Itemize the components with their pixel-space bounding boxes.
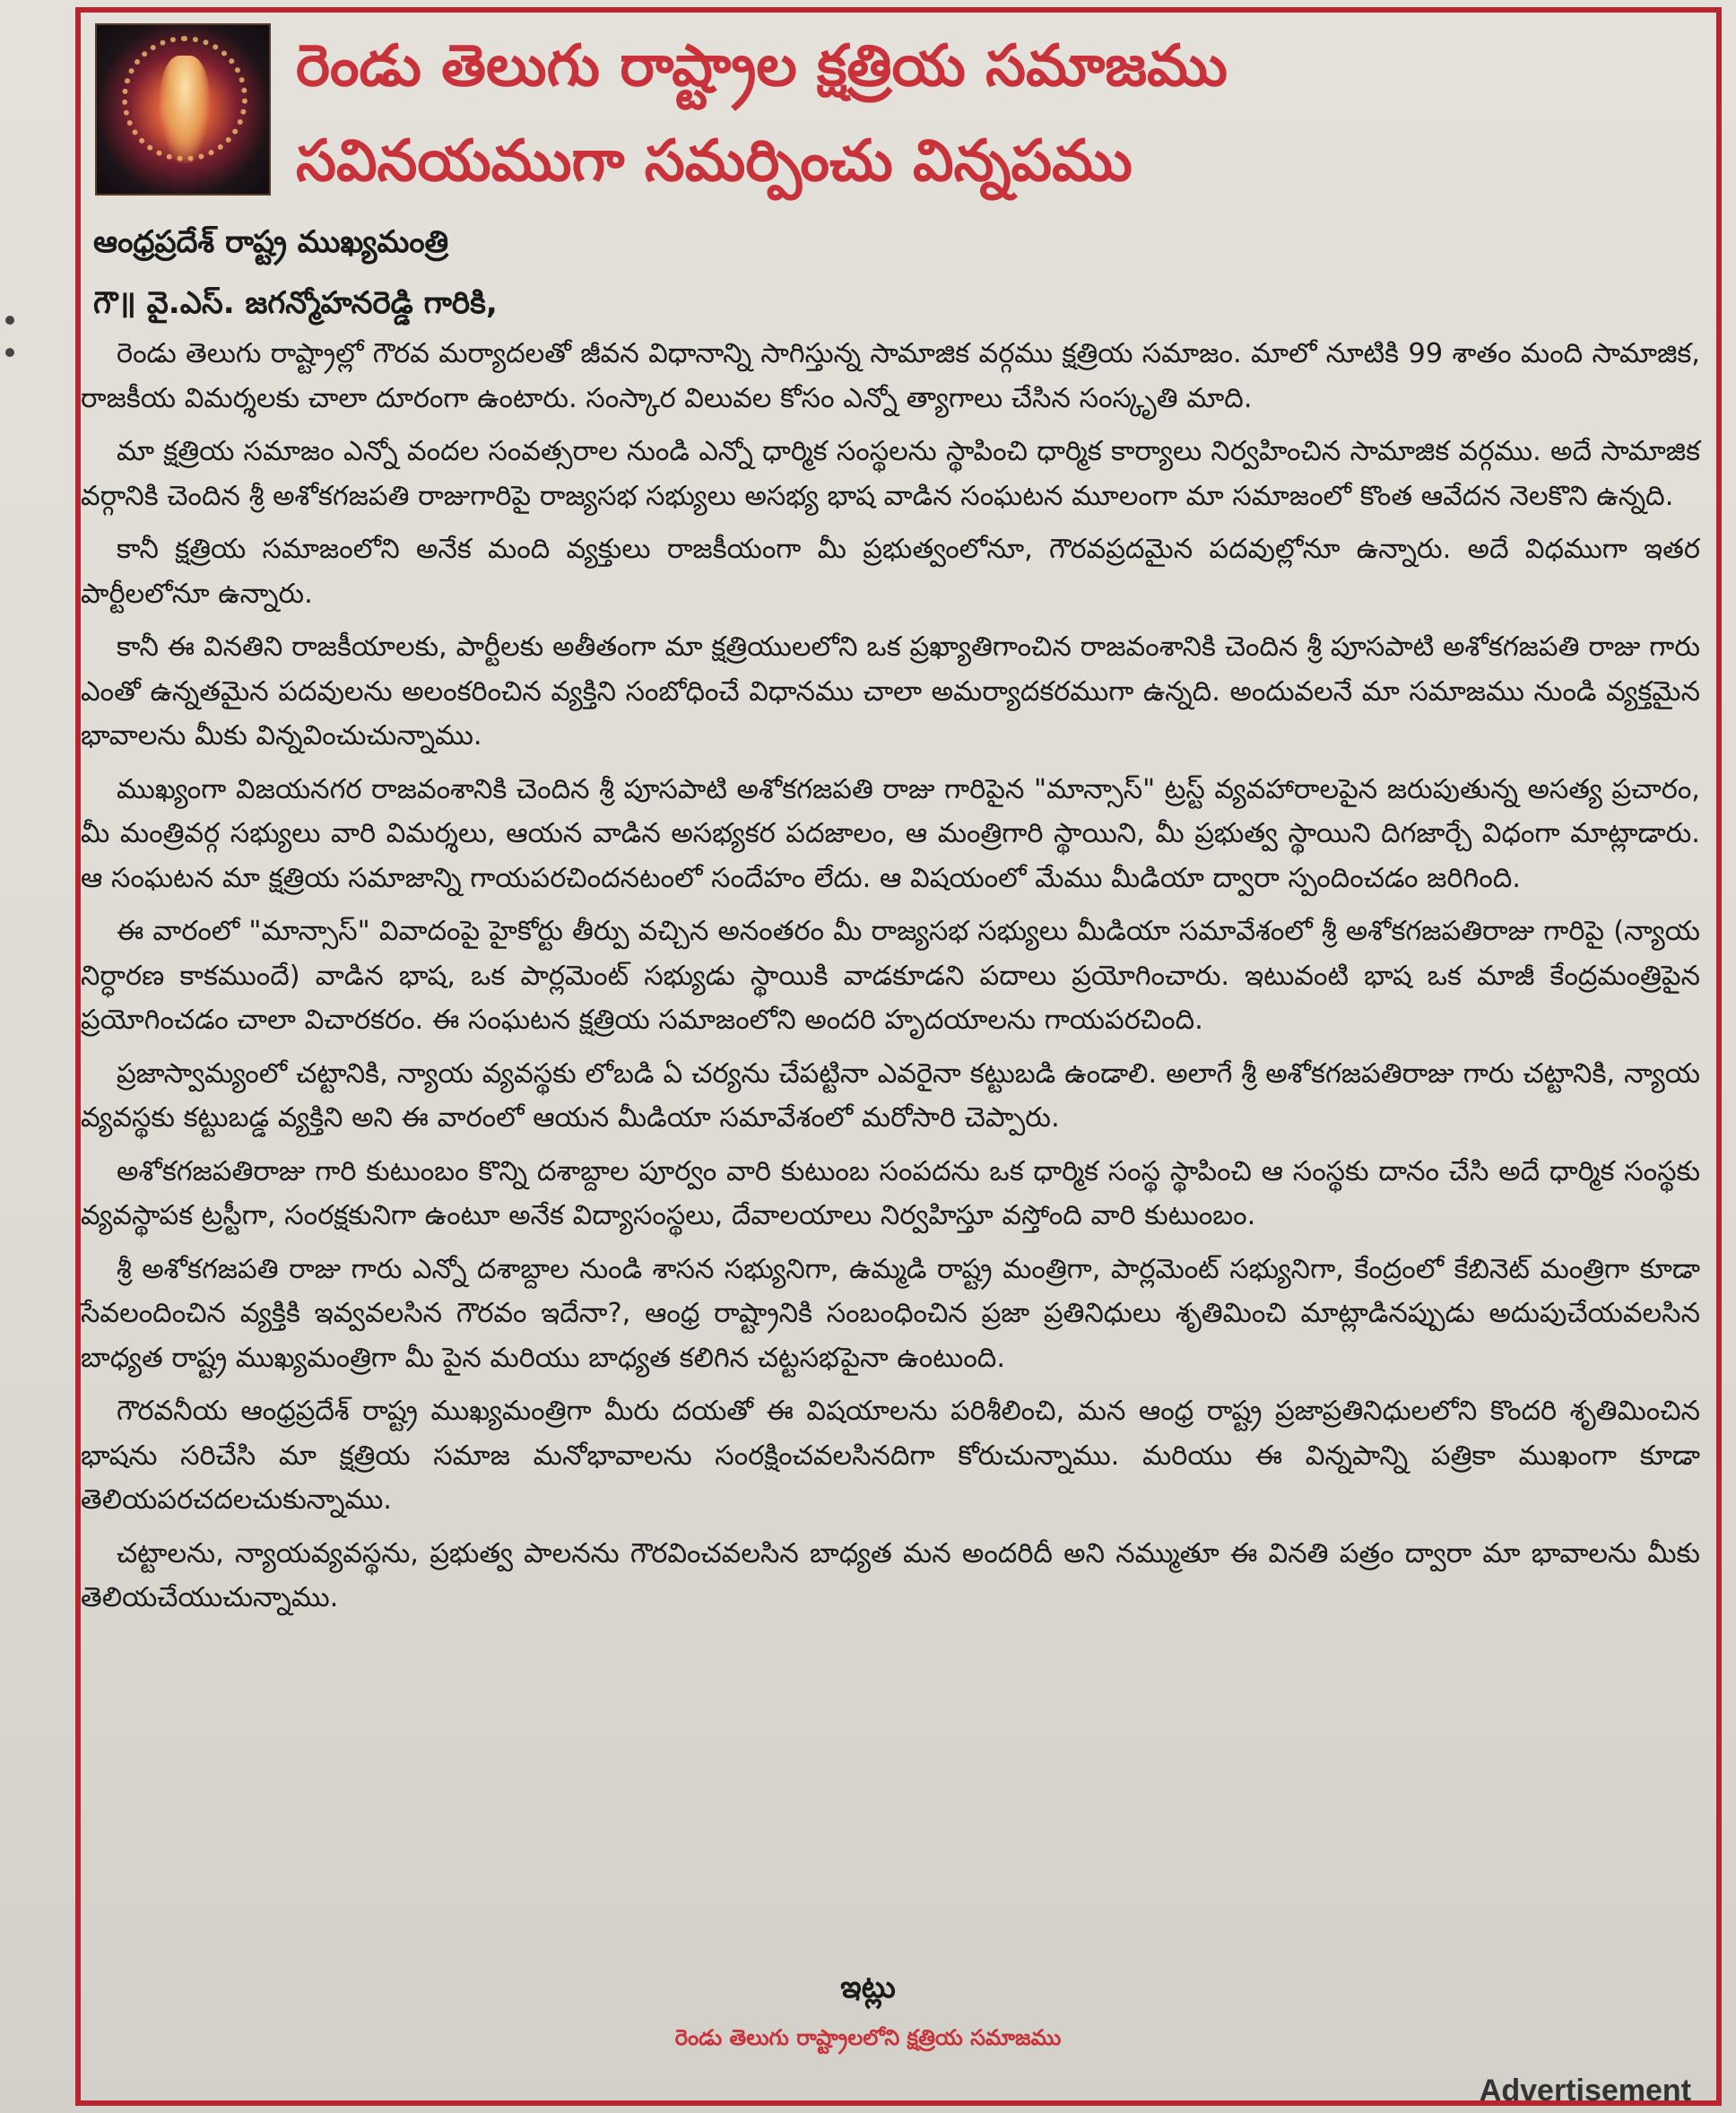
paragraph: ప్రజాస్వామ్యంలో చట్టానికి, న్యాయ వ్యవస్థకు లోబడి ఏ చర్యను చేపట్టినా ఎవరైనా కట్టుబడి ఉండాలి. అలాగే శ్రీ అశోకగజపతిరాజు గారు చట్టానికి, న్యాయ వ్యవస్థకు కట్టుబడ్డ వ్యక్తిని అని ఈ వారంలో ఆయన మీడియా సమావేశంలో మరోసారి చెప్పారు. [81, 1057, 1700, 1134]
headline-line-2: సవినయముగా సమర్పించు విన్నపము [296, 128, 1133, 195]
headline-line-1: రెండు తెలుగు రాష్ట్రాల క్షత్రియ సమాజము [296, 33, 1228, 100]
advertisement-label: Advertisement [1479, 2074, 1691, 2108]
recipient-name: గౌ॥ వై.ఎస్. జగన్మోహనరెడ్డి గారికి, [93, 285, 498, 321]
paragraph: ముఖ్యంగా విజయనగర రాజవంశానికి చెందిన శ్రీ పూసపాటి అశోకగజపతి రాజు గారిపైన "మాన్సాస్" ట్రస్ట్ వ్యవహారాలపైన జరుపుతున్న అసత్య ప్రచారం, మీ మంత్రివర్గ సభ్యులు వారి విమర్శలు, ఆయన వాడిన అసభ్యకర పదజాలం, ఆ మంత్రిగారి స్థాయిని, మీ ప్రభుత్వ స్థాయిని దిగజార్చే విధంగా మాట్లాడారు. ఆ సంఘటన మా క్షత్రియ సమాజాన్ని గాయపరచిందనటంలో సందేహం లేదు. ఆ విషయంలో మేము మీడియా ద్వారా స్పందించడం జరిగింది. [81, 773, 1700, 894]
paragraph: శ్రీ అశోకగజపతి రాజు గారు ఎన్నో దశాబ్దాల నుండి శాసన సభ్యునిగా, ఉమ్మడి రాష్ట్ర మంత్రిగా, పార్లమెంట్ సభ్యునిగా, కేంద్రంలో కేబినెట్ మంత్రిగా కూడా సేవలందించిన వ్యక్తికి ఇవ్వవలసిన గౌరవం ఇదేనా?, ఆంధ్ర రాష్ట్రానికి సంబంధించిన ప్రజా ప్రతినిధులు శృతిమించి మాట్లాడినప్పుడు అదుపుచేయవలసిన బాధ్యత రాష్ట్ర ముఖ్యమంత్రిగా మీ పైన మరియు బాధ్యత కలిగిన చట్టసభపైనా ఉంటుంది. [81, 1253, 1700, 1374]
paragraph: కానీ ఈ వినతిని రాజకీయాలకు, పార్టీలకు అతీతంగా మా క్షత్రియులలోని ఒక ప్రఖ్యాతిగాంచిన రాజవంశానికి చెందిన శ్రీ పూసపాటి అశోకగజపతి రాజు గారు ఎంతో ఉన్నతమైన పదవులను అలంకరించిన వ్యక్తిని సంబోధించే విధానము చాలా అమర్యాదకరముగా ఉన్నది. అందువలనే మా సమాజము నుండి వ్యక్తమైన భావాలను మీకు విన్నవించుచున్నాము. [81, 631, 1700, 752]
signature: రెండు తెలుగు రాష్ట్రాలలోని క్షత్రియ సమాజము [674, 2025, 1062, 2050]
paragraph: గౌరవనీయ ఆంధ్రప్రదేశ్ రాష్ట్ర ముఖ్యమంత్రిగా మీరు దయతో ఈ విషయాలను పరిశీలించి, మన ఆంధ్ర రాష్ట్ర ప్రజాప్రతినిధులలోని కొందరి శృతిమించిన భాషను సరిచేసి మా క్షత్రియ సమాజ మనోభావాలను సంరక్షించవలసినదిగా కోరుచున్నాము. మరియు ఈ విన్నపాన్ని పత్రికా ముఖంగా కూడా తెలియపరచదలచుకున్నాము. [81, 1396, 1700, 1516]
paragraph: చట్టాలను, న్యాయవ్యవస్థను, ప్రభుత్వ పాలనను గౌరవించవలసిన బాధ్యత మన అందరిదీ అని నమ్ముతూ ఈ వినతి పత్రం ద్వారా మా భావాలను మీకు తెలియచేయుచున్నాము. [81, 1537, 1700, 1613]
paragraph: కానీ క్షత్రియ సమాజంలోని అనేక మంది వ్యక్తులు రాజకీయంగా మీ ప్రభుత్వంలోనూ, గౌరవప్రదమైన పదవుల్లోనూ ఉన్నారు. అదే విధముగా ఇతర పార్టీలలోనూ ఉన్నారు. [81, 534, 1700, 610]
letter-body [81, 332, 1700, 1630]
paragraph: అశోకగజపతిరాజు గారి కుటుంబం కొన్ని దశాబ్దాల పూర్వం వారి కుటుంబ సంపదను ఒక ధార్మిక సంస్థ స్థాపించి ఆ సంస్థకు దానం చేసి అదే ధార్మిక సంస్థకు వ్యవస్థాపక ట్రస్టీగా, సంరక్షకునిగా ఉంటూ అనేక విద్యాసంస్థలు, దేవాలయాలు నిర్వహిస్తూ వస్తోంది వారి కుటుంబం. [81, 1155, 1700, 1231]
margin-mark [5, 348, 14, 357]
recipient-designation: ఆంధ్రప్రదేశ్ రాష్ట్ర ముఖ్యమంత్రి [93, 224, 449, 260]
paragraph: ఈ వారంలో "మాన్సాస్" వివాదంపై హైకోర్టు తీర్పు వచ్చిన అనంతరం మీ రాజ్యసభ సభ్యులు మీడియా సమావేశంలో శ్రీ అశోకగజపతిరాజు గారిపై (న్యాయ నిర్ధారణ కాకముందే) వాడిన భాష, ఒక పార్లమెంట్ సభ్యుడు స్థాయికి వాడకూడని పదాలు ప్రయోగించారు. ఇటువంటి భాష ఒక మాజీ కేంద్రమంత్రిపైన ప్రయోగించడం చాలా విచారకరం. ఈ సంఘటన క్షత్రియ సమాజంలోని అందరి హృదయాలను గాయపరచింది. [81, 916, 1700, 1036]
emblem-figure [160, 56, 210, 163]
closing-word: ఇట్లు [840, 1970, 896, 2005]
paragraph: మా క్షత్రియ సమాజం ఎన్నో వందల సంవత్సరాల నుండి ఎన్నో ధార్మిక సంస్థలను స్థాపించి ధార్మిక కార్యాలు నిర్వహించిన సామాజిక వర్గము. అదే సామాజిక వర్గానికి చెందిన శ్రీ అశోకగజపతి రాజుగారిపై రాజ్యసభ సభ్యులు అసభ్య భాష వాడిన సంఘటన మూలంగా మా సమాజంలో కొంత ఆవేదన నెలకొని ఉన్నది. [81, 436, 1700, 512]
paragraph: రెండు తెలుగు రాష్ట్రాల్లో గౌరవ మర్యాదలతో జీవన విధానాన్ని సాగిస్తున్న సామాజిక వర్గము క్షత్రియ సమాజం. మాలో నూటికి 99 శాతం మంది సామాజిక, రాజకీయ విమర్శలకు చాలా దూరంగా ఉంటారు. సంస్కార విలువల కోసం ఎన్నో త్యాగాలు చేసిన సంస్కృతి మాది. [81, 338, 1700, 414]
goddess-emblem-icon [95, 23, 271, 196]
margin-mark [5, 316, 14, 325]
